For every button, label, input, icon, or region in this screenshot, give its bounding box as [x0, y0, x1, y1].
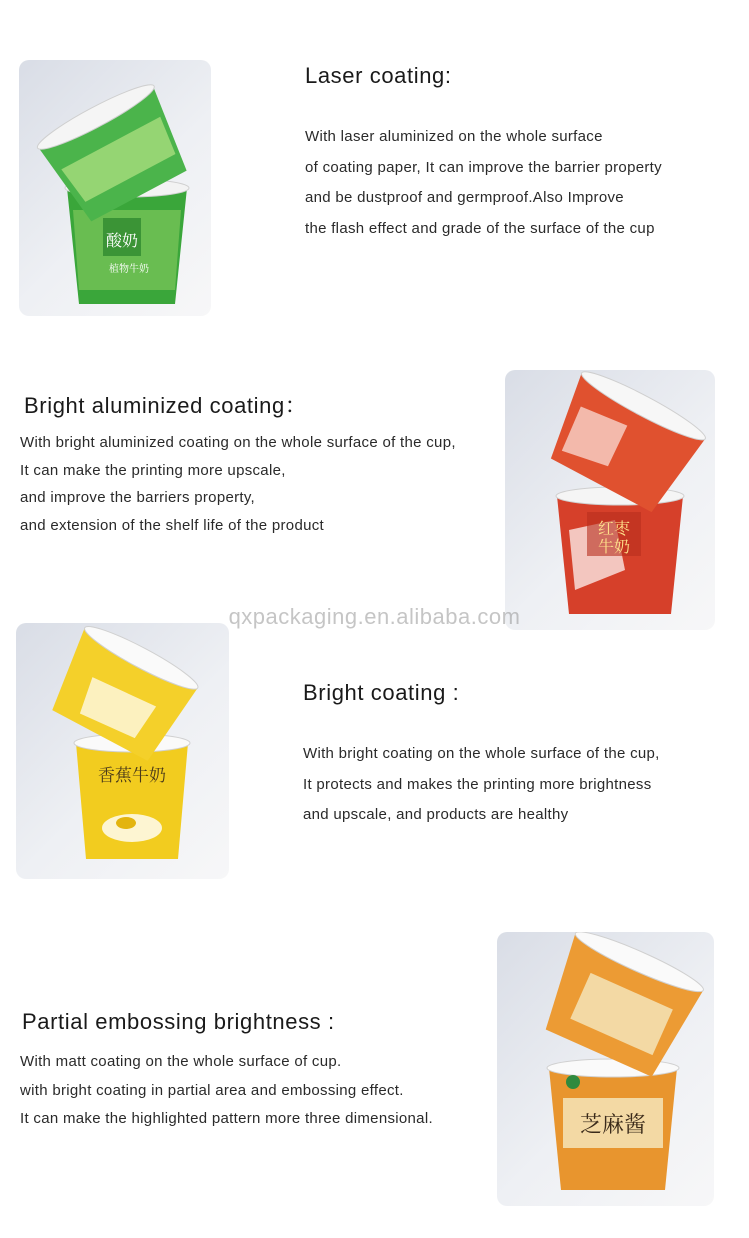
description-line: With bright aluminized coating on the whole surface of the cup, [20, 434, 456, 451]
cup-label-text: 酸奶 [105, 231, 139, 250]
description-line: and extension of the shelf life of the product [20, 517, 324, 535]
description-line: With bright coating on the whole surface of the cup, [303, 745, 660, 762]
cup-label-text: 红枣 [597, 519, 631, 538]
cup-label-text-2: 植物牛奶 [109, 264, 149, 275]
cup-label-text-2: 牛奶 [597, 537, 631, 556]
bright-aluminized-cup-photo [505, 370, 715, 630]
description-line: and upscale, and products are healthy [303, 806, 569, 823]
bright-aluminized-title: Bright aluminized coating： [24, 393, 308, 418]
laser-coating-title: Laser coating: [305, 63, 452, 88]
description-line: With laser aluminized on the whole surface [305, 128, 603, 145]
laser-coating-cup-photo [19, 60, 211, 316]
description-line: It can make the highlighted pattern more three dimensional. [20, 1110, 433, 1128]
description-line: the flash effect and grade of the surface of the cup [305, 219, 655, 237]
description-line: of coating paper, It can improve the barrier property [305, 158, 662, 176]
watermark: qxpackaging.en.alibaba.com [228, 604, 521, 629]
description-line: It can make the printing more upscale, [20, 461, 286, 479]
partial-embossing-description [20, 1048, 433, 1134]
bright-coating-cup-photo [16, 623, 229, 879]
partial-embossing-title: Partial embossing brightness : [22, 1009, 335, 1034]
partial-embossing-cup-photo [497, 932, 714, 1206]
description-line: and be dustproof and germproof.Also Improve [305, 189, 624, 206]
cup-label-text: 香蕉牛奶 [98, 766, 166, 786]
description-line: with bright coating in partial area and embossing effect. [20, 1081, 404, 1099]
bright-aluminized-description [20, 429, 456, 540]
cup-label-text: 芝麻酱 [579, 1113, 647, 1138]
laser-coating-description [305, 122, 662, 244]
description-line: With matt coating on the whole surface of cup. [20, 1053, 342, 1070]
bright-coating-description [303, 739, 660, 831]
description-line: It protects and makes the printing more brightness [303, 775, 652, 793]
description-line: and improve the barriers property, [20, 489, 256, 507]
bright-coating-title: Bright coating : [303, 680, 460, 705]
